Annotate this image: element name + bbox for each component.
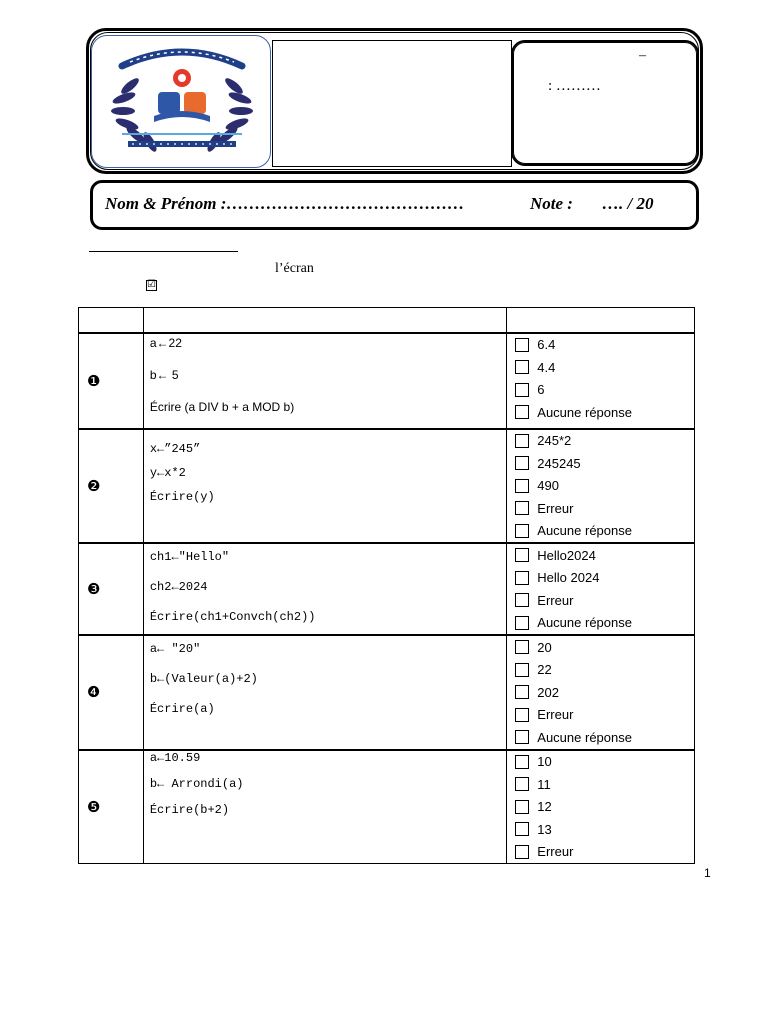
answer-option-label: Hello2024 xyxy=(537,547,596,563)
answer-option[interactable] xyxy=(507,430,694,453)
answer-option-label: Erreur xyxy=(537,500,574,516)
code-line: Écrire(a) xyxy=(149,702,215,716)
answer-option[interactable] xyxy=(507,726,694,749)
question-number: ❶ xyxy=(79,333,144,429)
checkbox-icon[interactable] xyxy=(515,338,529,352)
checkbox-icon[interactable] xyxy=(515,822,529,836)
header-cell-number xyxy=(79,308,144,333)
question-code xyxy=(143,635,506,750)
checkbox-icon[interactable] xyxy=(515,755,529,769)
answer-option-label: 20 xyxy=(537,639,552,655)
checkbox-icon[interactable] xyxy=(515,640,529,654)
answer-option-label: 22 xyxy=(537,662,552,678)
question-code xyxy=(143,543,506,635)
answer-options xyxy=(507,635,695,750)
section-underline xyxy=(89,251,238,252)
checkbox-icon[interactable] xyxy=(515,360,529,374)
question-number: ❸ xyxy=(79,543,144,635)
answer-option-label: 6.4 xyxy=(537,337,556,353)
answer-option[interactable] xyxy=(507,751,694,774)
question-code xyxy=(143,750,506,864)
question-code xyxy=(143,333,506,429)
answer-option[interactable] xyxy=(507,401,694,424)
checkbox-icon[interactable] xyxy=(515,501,529,515)
checkbox-icon[interactable] xyxy=(515,730,529,744)
code-line: y←x*2 xyxy=(149,465,186,480)
answer-option[interactable] xyxy=(507,452,694,475)
checkbox-icon[interactable] xyxy=(515,479,529,493)
checkbox-icon[interactable] xyxy=(515,548,529,562)
checkbox-icon[interactable] xyxy=(515,405,529,419)
code-line: ch1←"Hello" xyxy=(149,550,230,564)
code-line: Écrire(ch1+Convch(ch2)) xyxy=(149,610,316,624)
code-line: Écrire(b+2) xyxy=(149,802,230,817)
answer-option-label: 490 xyxy=(537,478,559,494)
answer-option[interactable] xyxy=(507,567,694,590)
answer-options xyxy=(507,750,695,864)
code-line: Écrire(y) xyxy=(149,489,215,504)
code-line: a← "20" xyxy=(149,642,201,656)
checkbox-icon[interactable] xyxy=(515,593,529,607)
header-title-box xyxy=(272,40,512,167)
checkbox-icon[interactable] xyxy=(515,434,529,448)
name-field[interactable]: Nom & Prénom :…………………………………… xyxy=(105,194,465,213)
checkbox-icon[interactable] xyxy=(515,663,529,677)
answer-option[interactable] xyxy=(507,520,694,543)
header-info-box-inner xyxy=(513,42,697,164)
answer-option-label: Erreur xyxy=(537,844,574,860)
answer-option-label: 245245 xyxy=(537,455,581,471)
question-row xyxy=(79,543,695,635)
answer-option[interactable] xyxy=(507,497,694,520)
checkbox-icon[interactable] xyxy=(515,685,529,699)
checkbox-icon[interactable] xyxy=(515,845,529,859)
answer-option[interactable] xyxy=(507,796,694,819)
info-dots: : ……… xyxy=(548,78,601,94)
answer-option[interactable] xyxy=(507,681,694,704)
answer-option-label: 13 xyxy=(537,821,552,837)
answer-option[interactable] xyxy=(507,773,694,796)
answer-option-label: 245*2 xyxy=(537,433,572,449)
answer-option-label: 12 xyxy=(537,799,552,815)
answer-option[interactable] xyxy=(507,589,694,612)
answer-option[interactable] xyxy=(507,544,694,567)
answer-option[interactable] xyxy=(507,704,694,727)
code-line: ch2←2024 xyxy=(149,580,208,594)
answer-option[interactable] xyxy=(507,818,694,841)
instruction-text: l’écran xyxy=(275,261,314,276)
checkbox-icon[interactable] xyxy=(515,708,529,722)
checkbox-icon[interactable] xyxy=(515,524,529,538)
answer-options xyxy=(507,543,695,635)
checkbox-icon[interactable] xyxy=(515,777,529,791)
answer-option[interactable] xyxy=(507,379,694,402)
answer-option[interactable] xyxy=(507,334,694,357)
header-cell-code xyxy=(143,308,506,333)
answer-option[interactable] xyxy=(507,841,694,864)
answer-option-label: Aucune réponse xyxy=(537,615,632,631)
code-line: a←22 xyxy=(149,335,182,350)
info-dash: – xyxy=(639,48,646,63)
qcm-table xyxy=(78,307,695,864)
checkbox-icon[interactable] xyxy=(515,800,529,814)
code-line: b← Arrondi(a) xyxy=(149,776,244,791)
answer-option-label: 4.4 xyxy=(537,359,556,375)
answer-option-label: Aucune réponse xyxy=(537,523,632,539)
answer-option-label: Aucune réponse xyxy=(537,729,632,745)
code-line: a←10.59 xyxy=(149,750,201,765)
answer-option-label: Erreur xyxy=(537,707,574,723)
answer-option-label: Erreur xyxy=(537,592,574,608)
code-line: Écrire (a DIV b + a MOD b) xyxy=(149,399,295,414)
answer-option[interactable] xyxy=(507,356,694,379)
checkbox-icon[interactable] xyxy=(515,383,529,397)
question-number: ❺ xyxy=(79,750,144,864)
note-value: …. / 20 xyxy=(602,194,654,213)
school-emblem-icon xyxy=(92,36,271,168)
checked-box-icon: ☑ xyxy=(147,279,156,290)
question-row xyxy=(79,429,695,544)
answer-option-label: 10 xyxy=(537,754,552,770)
answer-option-label: 11 xyxy=(537,776,551,792)
answer-option-label: 202 xyxy=(537,684,559,700)
answer-options xyxy=(507,429,695,544)
code-line: b← 5 xyxy=(149,367,179,382)
question-row xyxy=(79,750,695,864)
page-number: 1 xyxy=(704,866,711,880)
answer-options xyxy=(507,333,695,429)
code-line: x←”245” xyxy=(149,441,201,456)
answer-option[interactable] xyxy=(507,636,694,659)
code-line: b←(Valeur(a)+2) xyxy=(149,672,258,686)
answer-option[interactable] xyxy=(507,612,694,635)
question-row xyxy=(79,635,695,750)
school-logo xyxy=(91,35,271,168)
answer-option-label: Aucune réponse xyxy=(537,404,632,420)
answer-option-label: Hello 2024 xyxy=(537,570,600,586)
checkbox-icon[interactable] xyxy=(515,571,529,585)
note-label: Note : xyxy=(530,194,573,213)
question-number: ❹ xyxy=(79,635,144,750)
checkbox-icon[interactable] xyxy=(515,616,529,630)
checkbox-icon[interactable] xyxy=(515,456,529,470)
question-number: ❷ xyxy=(79,429,144,544)
question-row xyxy=(79,333,695,429)
answer-option[interactable] xyxy=(507,475,694,498)
answer-option-label: 6 xyxy=(537,382,545,398)
table-header-row xyxy=(79,308,695,333)
answer-option[interactable] xyxy=(507,659,694,682)
question-code xyxy=(143,429,506,544)
header-cell-answers xyxy=(507,308,695,333)
